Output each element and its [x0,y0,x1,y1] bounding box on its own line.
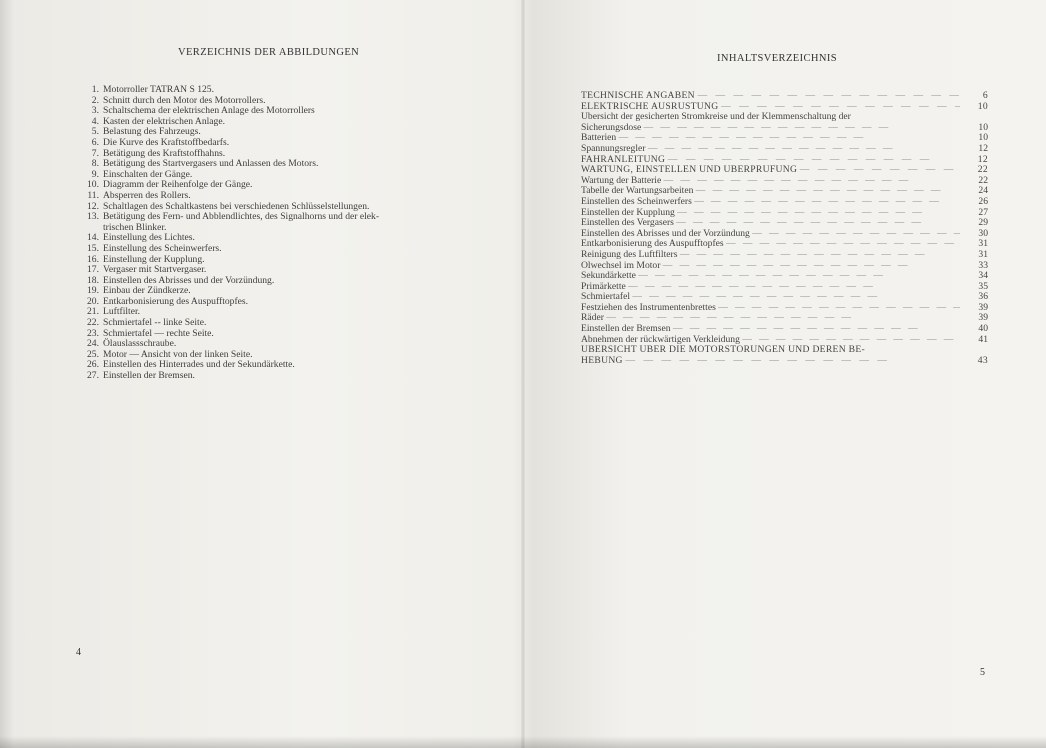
toc-entry-text: Räder [581,313,604,324]
toc-entry-page: 35 [978,280,988,292]
toc-entry-page: 22 [978,174,988,186]
figure-number: 4. [91,115,99,127]
figure-number: 21. [87,306,99,318]
figure-caption: Einstellung des Lichtes. [103,232,195,244]
toc-entry-page: 10 [978,132,988,144]
toc-entry [581,176,988,187]
figure-caption: Vergaser mit Startvergaser. [103,264,207,276]
toc-entry [581,356,988,367]
figure-number: 6. [91,136,99,148]
toc-entry-text: Schmiertafel [581,292,631,303]
toc-entry-text: ÜBERSICHT ÜBER DIE MOTORSTÖRUNGEN UND DEREN BE- [581,345,865,356]
right-page [523,0,1046,748]
toc-entry [581,282,988,293]
toc-entry [581,123,988,134]
figure-caption: Belastung des Fahrzeugs. [103,126,201,138]
toc-entry-page: 29 [978,217,988,229]
toc-entry-page: 39 [978,312,988,324]
toc-entry-page: 40 [978,323,988,335]
figure-number: 1. [91,84,99,95]
toc-entry-text: FAHRANLEITUNG [581,154,666,165]
figure-caption: Einschalten der Gänge. [103,168,193,180]
toc-entry-title [581,250,960,261]
toc-entry-page: 30 [978,227,988,239]
toc-entry [581,165,988,176]
toc-entry-page: 33 [978,259,988,271]
figure-caption: Motorroller TATRAN S 125. [103,84,214,95]
toc-entry-page: 27 [978,206,988,218]
table-of-contents [581,91,988,366]
toc-entry-title [581,313,960,324]
figure-number: 16. [87,253,99,265]
toc-entry-title [581,324,960,335]
toc-entry-text: Batterien [581,133,617,144]
toc-entry [581,313,988,324]
toc-entry [581,261,988,272]
figure-number: 5. [91,126,99,138]
figure-caption: Einstellung des Scheinwerfers. [103,242,222,254]
figure-number: 15. [87,242,99,254]
figure-number: 27. [87,370,99,382]
figure-number: 13. [87,211,99,223]
toc-entry [581,303,988,314]
toc-entry-text: Abnehmen der rückwärtigen Verkleidung [581,334,740,345]
toc-entry-title [581,123,960,134]
toc-entry-text: HEBUNG [581,355,623,366]
toc-entry-page: 26 [978,195,988,207]
figure-caption: Einstellen des Hinterrades und der Sekundärkette. [103,359,295,371]
toc-entry-text: Sekundärkette [581,271,636,282]
toc-entry-title [581,229,960,240]
toc-entry-page: 12 [977,153,988,165]
toc-entry-page: 12 [978,142,988,154]
figure-caption: Luftfilter. [103,306,141,318]
toc-entry-page: 24 [978,185,988,197]
toc-entry-title [581,102,960,113]
figure-number: 19. [87,285,99,297]
figure-number: 26. [87,359,99,371]
toc-entry-title [581,176,960,187]
toc-entry-page: 10 [977,100,988,112]
toc-entry-page: 31 [978,248,988,260]
toc-entry [581,112,988,123]
figure-number: 22. [87,317,99,329]
toc-entry-text: Festziehen des Instrumentenbrettes [581,302,716,313]
toc-entry [581,133,988,144]
left-page-number: 4 [76,647,81,658]
toc-entry [581,239,988,250]
figures-list [78,85,498,382]
toc-entry-page: 43 [977,354,988,366]
figure-number: 18. [87,274,99,286]
figure-caption: Schmiertafel -- linke Seite. [103,317,207,329]
toc-entry-text: Einstellen der Kupplung [581,207,675,218]
figure-caption: Betätigung des Fern- und Abblendlichtes, des Signalhorns und der elek- [103,211,380,223]
figure-list-item [78,297,498,308]
figure-caption: Einbau der Zündkerze. [103,285,191,297]
toc-entry-title [581,144,960,155]
figure-caption: Motor — Ansicht von der linken Seite. [103,348,253,360]
figure-number: 2. [91,94,99,106]
toc-entry-page: 39 [978,301,988,313]
toc-entry-title [581,345,960,356]
toc-entry-title [581,155,960,166]
toc-entry-page: 41 [978,333,988,345]
toc-entry [581,229,988,240]
figure-caption: Schmiertafel — rechte Seite. [103,327,214,339]
toc-entry-title [581,165,960,176]
toc-entry-text: Tabelle der Wartungsarbeiten [581,186,694,197]
page-bottom-edge [0,736,1046,748]
figure-caption: Einstellen des Abrisses und der Vorzündung. [103,274,275,286]
toc-entry-text: Entkarbonisierung des Auspufftopfes [581,239,724,250]
figure-number: 10. [87,179,99,191]
toc-entry-title [581,112,960,123]
toc-entry [581,335,988,346]
toc-entry-title [581,208,960,219]
figure-list-item [78,138,498,149]
toc-entry-text: Einstellen des Scheinwerfers [581,196,692,207]
toc-entry [581,218,988,229]
figure-caption: trischen Blinker. [103,221,167,233]
toc-entry-text: Einstellen des Vergasers [581,218,674,229]
figure-list-item [78,191,498,202]
toc-entry-text: Einstellen des Abrisses und der Vorzündung [581,228,750,239]
toc-entry-page: 34 [978,270,988,282]
toc-entry-title [581,197,960,208]
toc-entry-page: 10 [978,121,988,133]
figure-caption: Diagramm der Reihenfolge der Gänge. [103,179,253,191]
toc-entry [581,102,988,113]
figure-number: 12. [87,200,99,212]
toc-entry [581,324,988,335]
toc-entry-title [581,218,960,229]
figures-list-title: VERZEICHNIS DER ABBILDUNGEN [178,47,360,58]
toc-entry-text: Einstellen der Bremsen [581,324,671,335]
figure-caption: Schnitt durch den Motor des Motorrollers. [103,94,266,106]
figure-number: 17. [87,264,99,276]
toc-entry [581,186,988,197]
figure-caption: Schaltlagen des Schaltkastens bei verschiedenen Schlüsselstellungen. [103,200,370,212]
figure-caption: Schaltschema der elektrischen Anlage des Motorrollers [103,105,315,117]
figure-number: 3. [91,105,99,117]
contents-title: INHALTSVERZEICHNIS [717,53,837,64]
figure-number: 20. [87,295,99,307]
toc-entry-text: Primärkette [581,281,626,292]
toc-entry-text: Übersicht der gesicherten Stromkreise und der Klemmenschaltung der [581,112,851,123]
toc-entry-title [581,303,960,314]
figure-number: 24. [87,338,99,350]
figure-number: 14. [87,232,99,244]
figure-number: 8. [91,158,99,170]
toc-entry-page: 22 [977,164,988,176]
toc-entry [581,292,988,303]
toc-entry [581,208,988,219]
toc-entry [581,144,988,155]
toc-entry-title [581,186,960,197]
toc-entry-title [581,292,960,303]
figure-caption: Einstellung der Kupplung. [103,253,205,265]
toc-entry-page: 36 [978,291,988,303]
figure-list-item [78,244,498,255]
figure-number: 23. [87,327,99,339]
toc-entry-title [581,282,960,293]
toc-entry-title [581,91,960,102]
figure-caption: Ölauslassschraube. [103,338,177,350]
toc-entry-text: TECHNISCHE ANGABEN [581,91,695,101]
toc-entry-text: Spannungsregler [581,143,646,154]
toc-entry-title [581,261,960,272]
toc-entry [581,250,988,261]
toc-entry-title [581,239,960,250]
figure-number: 9. [91,168,99,180]
toc-entry-text: ELEKTRISCHE AUSRÜSTUNG [581,101,719,112]
toc-entry [581,271,988,282]
toc-entry-title [581,271,960,282]
toc-entry-text: Wartung der Batterie [581,175,662,186]
toc-entry-title [581,335,960,346]
toc-entry [581,345,988,356]
toc-entry-title [581,133,960,144]
figure-caption: Entkarbonisierung des Auspufftopfes. [103,295,249,307]
figure-caption: Kasten der elektrischen Anlage. [103,115,226,127]
figure-caption: Absperren des Rollers. [103,189,191,201]
toc-entry-page: 6 [982,90,988,101]
toc-entry-text: WARTUNG, EINSTELLEN UND ÜBERPRÜFUNG [581,165,798,176]
figure-number: 25. [87,348,99,360]
toc-entry [581,197,988,208]
toc-entry-text: Sicherungsdose [581,122,642,133]
right-page-number: 5 [980,667,985,678]
figure-caption: Betätigung des Startvergasers und Anlassen des Motors. [103,158,319,170]
toc-entry-text: Reinigung des Luftfilters [581,249,678,260]
figure-caption: Einstellen der Bremsen. [103,370,195,382]
toc-entry-page: 31 [978,238,988,250]
figure-list-item [78,371,498,382]
toc-entry [581,91,988,102]
toc-entry [581,155,988,166]
figure-number: 7. [91,147,99,159]
toc-entry-title [581,356,960,367]
figure-list-item [78,85,498,96]
toc-entry-text: Ölwechsel im Motor [581,260,661,271]
figure-number: 11. [87,189,99,201]
figure-caption: Betätigung des Kraftstoffhahns. [103,147,226,159]
figure-caption: Die Kurve des Kraftstoffbedarfs. [103,136,230,148]
